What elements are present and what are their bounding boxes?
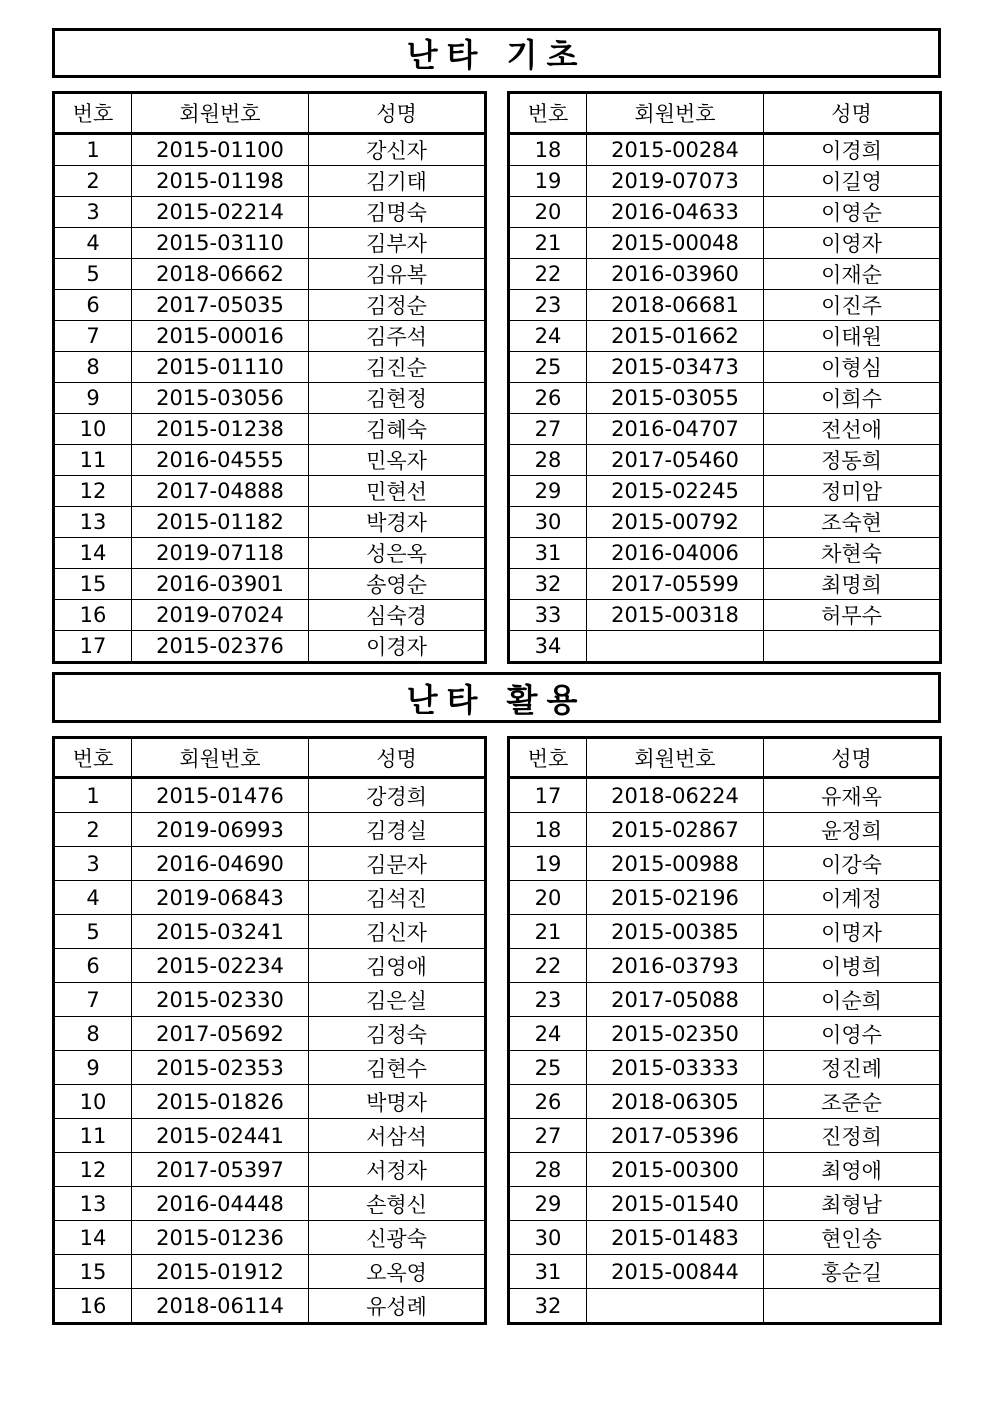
column-header: 성명 xyxy=(764,93,941,134)
name-cell: 이형심 xyxy=(764,352,941,383)
name-cell: 이희수 xyxy=(764,383,941,414)
member-id-cell: 2015-02214 xyxy=(132,197,309,228)
table-row xyxy=(509,1221,941,1255)
table-row xyxy=(509,631,941,663)
roster-table-basic-left xyxy=(52,91,487,664)
name-cell: 최형남 xyxy=(764,1187,941,1221)
member-id-cell: 2019-07118 xyxy=(132,538,309,569)
number-cell: 1 xyxy=(54,134,132,166)
member-id-cell: 2015-02196 xyxy=(587,881,764,915)
name-cell: 이재순 xyxy=(764,259,941,290)
number-cell: 24 xyxy=(509,321,587,352)
column-header: 성명 xyxy=(309,93,486,134)
name-cell: 김기태 xyxy=(309,166,486,197)
table-row xyxy=(509,600,941,631)
table-row xyxy=(54,507,486,538)
table-row xyxy=(54,569,486,600)
member-id-cell: 2015-03241 xyxy=(132,915,309,949)
member-id-cell: 2015-01826 xyxy=(132,1085,309,1119)
member-id-cell: 2016-04707 xyxy=(587,414,764,445)
number-cell: 27 xyxy=(509,414,587,445)
table-row xyxy=(54,847,486,881)
table-row xyxy=(54,1255,486,1289)
number-cell: 31 xyxy=(509,538,587,569)
member-id-cell: 2018-06224 xyxy=(587,778,764,813)
number-cell: 28 xyxy=(509,1153,587,1187)
number-cell: 30 xyxy=(509,1221,587,1255)
member-id-cell: 2016-04006 xyxy=(587,538,764,569)
table-row xyxy=(54,414,486,445)
table-row xyxy=(509,383,941,414)
table-row xyxy=(509,290,941,321)
table-row xyxy=(509,949,941,983)
name-cell: 현인송 xyxy=(764,1221,941,1255)
table-row xyxy=(54,600,486,631)
number-cell: 31 xyxy=(509,1255,587,1289)
table-row xyxy=(54,1017,486,1051)
table-row xyxy=(509,778,941,813)
table-row xyxy=(54,631,486,663)
table-row xyxy=(509,1017,941,1051)
table-row xyxy=(54,881,486,915)
name-cell: 이영자 xyxy=(764,228,941,259)
number-cell: 23 xyxy=(509,290,587,321)
member-id-cell: 2017-05396 xyxy=(587,1119,764,1153)
member-id-cell: 2015-01476 xyxy=(132,778,309,813)
name-cell: 김유복 xyxy=(309,259,486,290)
member-id-cell: 2015-00385 xyxy=(587,915,764,949)
roster-table-applied-left xyxy=(52,736,487,1325)
header-row xyxy=(509,738,941,778)
column-header: 번호 xyxy=(54,93,132,134)
number-cell: 13 xyxy=(54,1187,132,1221)
member-id-cell: 2015-01236 xyxy=(132,1221,309,1255)
member-id-cell: 2017-05088 xyxy=(587,983,764,1017)
member-id-cell: 2015-02330 xyxy=(132,983,309,1017)
table-row xyxy=(509,197,941,228)
member-id-cell: 2017-05035 xyxy=(132,290,309,321)
member-id-cell: 2015-01483 xyxy=(587,1221,764,1255)
table-row xyxy=(509,569,941,600)
table-row xyxy=(509,813,941,847)
member-id-cell: 2017-05692 xyxy=(132,1017,309,1051)
member-id-cell: 2015-03473 xyxy=(587,352,764,383)
column-header: 회원번호 xyxy=(587,93,764,134)
table-row xyxy=(54,383,486,414)
table-row xyxy=(54,197,486,228)
name-cell: 정진례 xyxy=(764,1051,941,1085)
name-cell: 차현숙 xyxy=(764,538,941,569)
member-id-cell: 2019-06993 xyxy=(132,813,309,847)
name-cell: 이병희 xyxy=(764,949,941,983)
table-row xyxy=(509,228,941,259)
number-cell: 18 xyxy=(509,813,587,847)
member-id-cell: 2015-00016 xyxy=(132,321,309,352)
name-cell: 이순희 xyxy=(764,983,941,1017)
column-header: 회원번호 xyxy=(587,738,764,778)
table-row xyxy=(54,778,486,813)
name-cell: 김신자 xyxy=(309,915,486,949)
name-cell: 전선애 xyxy=(764,414,941,445)
number-cell: 25 xyxy=(509,352,587,383)
member-id-cell: 2017-05460 xyxy=(587,445,764,476)
member-id-cell: 2015-01912 xyxy=(132,1255,309,1289)
table-row xyxy=(54,813,486,847)
header-row xyxy=(54,738,486,778)
number-cell: 5 xyxy=(54,915,132,949)
number-cell: 30 xyxy=(509,507,587,538)
table-row xyxy=(509,1153,941,1187)
member-id-cell: 2015-01198 xyxy=(132,166,309,197)
table-row xyxy=(509,507,941,538)
member-id-cell: 2015-00792 xyxy=(587,507,764,538)
member-id-cell: 2015-02867 xyxy=(587,813,764,847)
name-cell: 김석진 xyxy=(309,881,486,915)
table-row xyxy=(54,1221,486,1255)
table-row xyxy=(54,983,486,1017)
member-id-cell: 2015-02245 xyxy=(587,476,764,507)
table-row xyxy=(54,228,486,259)
table-row xyxy=(54,1051,486,1085)
name-cell: 김부자 xyxy=(309,228,486,259)
number-cell: 21 xyxy=(509,915,587,949)
number-cell: 14 xyxy=(54,538,132,569)
member-id-cell: 2015-00300 xyxy=(587,1153,764,1187)
member-id-cell: 2018-06662 xyxy=(132,259,309,290)
name-cell: 김현수 xyxy=(309,1051,486,1085)
name-cell: 윤정희 xyxy=(764,813,941,847)
column-header: 번호 xyxy=(509,738,587,778)
name-cell: 유성례 xyxy=(309,1289,486,1324)
name-cell: 김정숙 xyxy=(309,1017,486,1051)
name-cell: 이길영 xyxy=(764,166,941,197)
number-cell: 8 xyxy=(54,1017,132,1051)
number-cell: 6 xyxy=(54,949,132,983)
member-id-cell: 2017-04888 xyxy=(132,476,309,507)
table-row xyxy=(54,321,486,352)
number-cell: 19 xyxy=(509,166,587,197)
member-id-cell: 2015-00844 xyxy=(587,1255,764,1289)
name-cell: 김경실 xyxy=(309,813,486,847)
name-cell: 김은실 xyxy=(309,983,486,1017)
column-header: 성명 xyxy=(309,738,486,778)
name-cell: 조숙현 xyxy=(764,507,941,538)
number-cell: 22 xyxy=(509,949,587,983)
number-cell: 20 xyxy=(509,197,587,228)
number-cell: 7 xyxy=(54,321,132,352)
number-cell: 21 xyxy=(509,228,587,259)
table-row xyxy=(54,538,486,569)
number-cell: 8 xyxy=(54,352,132,383)
name-cell: 김현정 xyxy=(309,383,486,414)
number-cell: 17 xyxy=(54,631,132,663)
name-cell: 이영순 xyxy=(764,197,941,228)
name-cell: 민현선 xyxy=(309,476,486,507)
name-cell: 심숙경 xyxy=(309,600,486,631)
header-row xyxy=(54,93,486,134)
member-id-cell: 2018-06305 xyxy=(587,1085,764,1119)
name-cell: 김진순 xyxy=(309,352,486,383)
table-row xyxy=(54,1153,486,1187)
number-cell: 20 xyxy=(509,881,587,915)
name-cell: 이경희 xyxy=(764,134,941,166)
table-row xyxy=(509,1119,941,1153)
member-id-cell: 2015-01182 xyxy=(132,507,309,538)
member-id-cell: 2016-04633 xyxy=(587,197,764,228)
column-header: 회원번호 xyxy=(132,93,309,134)
header-row xyxy=(509,93,941,134)
member-id-cell: 2016-04690 xyxy=(132,847,309,881)
member-id-cell: 2015-03110 xyxy=(132,228,309,259)
table-row xyxy=(54,476,486,507)
number-cell: 11 xyxy=(54,445,132,476)
table-row xyxy=(509,476,941,507)
number-cell: 24 xyxy=(509,1017,587,1051)
name-cell xyxy=(764,631,941,663)
table-row xyxy=(54,1187,486,1221)
name-cell: 민옥자 xyxy=(309,445,486,476)
name-cell: 김문자 xyxy=(309,847,486,881)
member-id-cell: 2015-00988 xyxy=(587,847,764,881)
member-id-cell xyxy=(587,1289,764,1324)
member-id-cell: 2016-03793 xyxy=(587,949,764,983)
name-cell: 신광숙 xyxy=(309,1221,486,1255)
number-cell: 15 xyxy=(54,1255,132,1289)
number-cell: 9 xyxy=(54,1051,132,1085)
name-cell: 오옥영 xyxy=(309,1255,486,1289)
number-cell: 12 xyxy=(54,1153,132,1187)
table-row xyxy=(509,321,941,352)
name-cell: 서정자 xyxy=(309,1153,486,1187)
number-cell: 3 xyxy=(54,197,132,228)
table-row xyxy=(509,134,941,166)
column-header: 성명 xyxy=(764,738,941,778)
number-cell: 9 xyxy=(54,383,132,414)
member-id-cell: 2015-02441 xyxy=(132,1119,309,1153)
number-cell: 19 xyxy=(509,847,587,881)
member-id-cell: 2015-02350 xyxy=(587,1017,764,1051)
member-id-cell: 2015-01110 xyxy=(132,352,309,383)
number-cell: 34 xyxy=(509,631,587,663)
section-title-nanta-basic: 난타 기초 xyxy=(52,28,941,78)
member-id-cell: 2015-03333 xyxy=(587,1051,764,1085)
member-id-cell: 2015-01100 xyxy=(132,134,309,166)
number-cell: 10 xyxy=(54,1085,132,1119)
name-cell: 허무수 xyxy=(764,600,941,631)
table-row xyxy=(509,983,941,1017)
table-row xyxy=(509,259,941,290)
roster-table-applied-right xyxy=(507,736,942,1325)
column-header: 회원번호 xyxy=(132,738,309,778)
table-row xyxy=(509,1255,941,1289)
name-cell: 손형신 xyxy=(309,1187,486,1221)
member-id-cell: 2016-03901 xyxy=(132,569,309,600)
table-row xyxy=(54,949,486,983)
number-cell: 4 xyxy=(54,228,132,259)
table-row xyxy=(54,915,486,949)
number-cell: 33 xyxy=(509,600,587,631)
name-cell: 김주석 xyxy=(309,321,486,352)
number-cell: 2 xyxy=(54,166,132,197)
table-row xyxy=(509,881,941,915)
section-title-nanta-applied: 난타 활용 xyxy=(52,672,941,723)
table-row xyxy=(509,847,941,881)
member-id-cell: 2019-07073 xyxy=(587,166,764,197)
name-cell: 성은옥 xyxy=(309,538,486,569)
number-cell: 25 xyxy=(509,1051,587,1085)
number-cell: 1 xyxy=(54,778,132,813)
member-id-cell: 2018-06681 xyxy=(587,290,764,321)
name-cell: 김영애 xyxy=(309,949,486,983)
member-id-cell: 2015-00284 xyxy=(587,134,764,166)
member-id-cell: 2015-02234 xyxy=(132,949,309,983)
name-cell: 이명자 xyxy=(764,915,941,949)
member-id-cell: 2015-02353 xyxy=(132,1051,309,1085)
member-id-cell: 2019-07024 xyxy=(132,600,309,631)
table-row xyxy=(509,538,941,569)
member-id-cell: 2015-00318 xyxy=(587,600,764,631)
number-cell: 32 xyxy=(509,569,587,600)
name-cell: 이영수 xyxy=(764,1017,941,1051)
name-cell: 김정순 xyxy=(309,290,486,321)
name-cell: 최명희 xyxy=(764,569,941,600)
table-row xyxy=(509,166,941,197)
number-cell: 23 xyxy=(509,983,587,1017)
table-row xyxy=(509,1289,941,1324)
number-cell: 10 xyxy=(54,414,132,445)
number-cell: 28 xyxy=(509,445,587,476)
column-header: 번호 xyxy=(509,93,587,134)
member-id-cell: 2017-05397 xyxy=(132,1153,309,1187)
table-row xyxy=(509,445,941,476)
member-id-cell: 2015-01540 xyxy=(587,1187,764,1221)
number-cell: 26 xyxy=(509,383,587,414)
number-cell: 17 xyxy=(509,778,587,813)
name-cell: 이강숙 xyxy=(764,847,941,881)
name-cell: 이계정 xyxy=(764,881,941,915)
number-cell: 29 xyxy=(509,476,587,507)
name-cell: 이진주 xyxy=(764,290,941,321)
name-cell: 송영순 xyxy=(309,569,486,600)
member-id-cell: 2015-00048 xyxy=(587,228,764,259)
name-cell: 진정희 xyxy=(764,1119,941,1153)
name-cell: 박명자 xyxy=(309,1085,486,1119)
name-cell: 정동희 xyxy=(764,445,941,476)
number-cell: 26 xyxy=(509,1085,587,1119)
name-cell: 강신자 xyxy=(309,134,486,166)
name-cell xyxy=(764,1289,941,1324)
number-cell: 6 xyxy=(54,290,132,321)
member-id-cell: 2018-06114 xyxy=(132,1289,309,1324)
table-row xyxy=(54,134,486,166)
name-cell: 조준순 xyxy=(764,1085,941,1119)
table-row xyxy=(54,290,486,321)
member-id-cell: 2016-03960 xyxy=(587,259,764,290)
member-id-cell xyxy=(587,631,764,663)
number-cell: 22 xyxy=(509,259,587,290)
number-cell: 27 xyxy=(509,1119,587,1153)
table-row xyxy=(509,414,941,445)
name-cell: 서삼석 xyxy=(309,1119,486,1153)
number-cell: 13 xyxy=(54,507,132,538)
name-cell: 김혜숙 xyxy=(309,414,486,445)
number-cell: 2 xyxy=(54,813,132,847)
table-row xyxy=(54,1085,486,1119)
table-row xyxy=(509,1051,941,1085)
roster-table-basic-right xyxy=(507,91,942,664)
number-cell: 15 xyxy=(54,569,132,600)
member-id-cell: 2015-01238 xyxy=(132,414,309,445)
number-cell: 14 xyxy=(54,1221,132,1255)
number-cell: 32 xyxy=(509,1289,587,1324)
table-row xyxy=(54,166,486,197)
member-id-cell: 2016-04555 xyxy=(132,445,309,476)
number-cell: 3 xyxy=(54,847,132,881)
member-id-cell: 2015-01662 xyxy=(587,321,764,352)
number-cell: 16 xyxy=(54,600,132,631)
number-cell: 11 xyxy=(54,1119,132,1153)
member-id-cell: 2015-03055 xyxy=(587,383,764,414)
name-cell: 박경자 xyxy=(309,507,486,538)
name-cell: 유재옥 xyxy=(764,778,941,813)
number-cell: 7 xyxy=(54,983,132,1017)
name-cell: 이태원 xyxy=(764,321,941,352)
member-id-cell: 2015-03056 xyxy=(132,383,309,414)
name-cell: 정미암 xyxy=(764,476,941,507)
table-row xyxy=(54,259,486,290)
number-cell: 12 xyxy=(54,476,132,507)
table-row xyxy=(54,445,486,476)
number-cell: 4 xyxy=(54,881,132,915)
column-header: 번호 xyxy=(54,738,132,778)
name-cell: 이경자 xyxy=(309,631,486,663)
table-row xyxy=(54,1119,486,1153)
table-row xyxy=(509,1187,941,1221)
number-cell: 5 xyxy=(54,259,132,290)
name-cell: 최영애 xyxy=(764,1153,941,1187)
number-cell: 29 xyxy=(509,1187,587,1221)
table-row xyxy=(509,915,941,949)
member-id-cell: 2019-06843 xyxy=(132,881,309,915)
table-row xyxy=(54,1289,486,1324)
name-cell: 김명숙 xyxy=(309,197,486,228)
member-id-cell: 2017-05599 xyxy=(587,569,764,600)
name-cell: 강경희 xyxy=(309,778,486,813)
number-cell: 18 xyxy=(509,134,587,166)
name-cell: 홍순길 xyxy=(764,1255,941,1289)
table-row xyxy=(509,1085,941,1119)
member-id-cell: 2016-04448 xyxy=(132,1187,309,1221)
number-cell: 16 xyxy=(54,1289,132,1324)
table-row xyxy=(54,352,486,383)
member-id-cell: 2015-02376 xyxy=(132,631,309,663)
table-row xyxy=(509,352,941,383)
